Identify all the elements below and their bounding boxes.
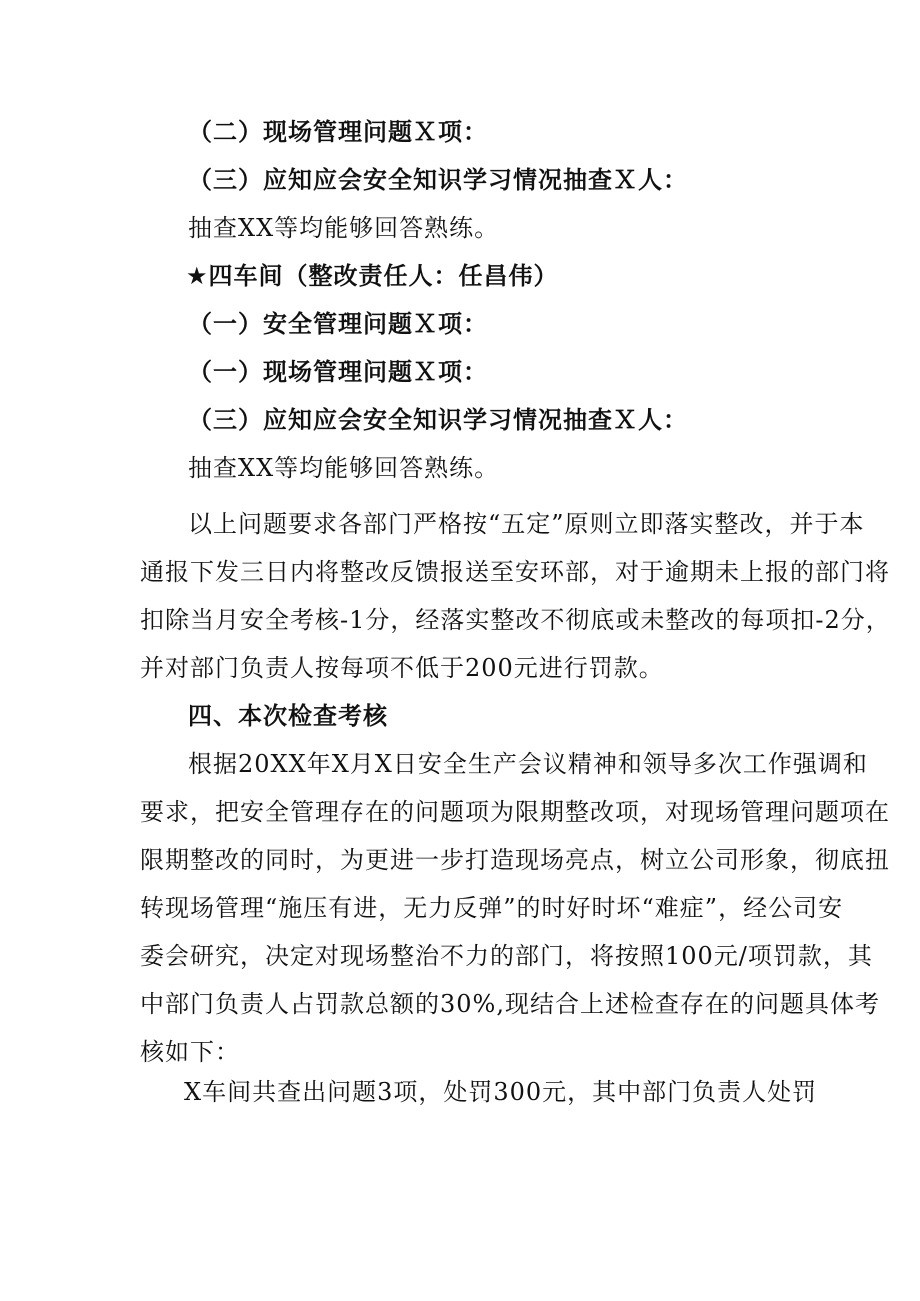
subheading-knowledge-check-1: （三）应知应会安全知识学习情况抽查Ｘ人： (188, 166, 688, 194)
paragraph-line: 并对部门负责人按每项不低于200元进行罚款。 (140, 654, 664, 682)
paragraph-line: 通报下发三日内将整改反馈报送至安环部，对于逾期未上报的部门将 (140, 558, 890, 586)
subheading-safety-issues: （一）安全管理问题Ｘ项： (188, 310, 488, 338)
paragraph-assessment-basis (140, 740, 890, 1076)
subheading-site-issues-1: （二）现场管理问题Ｘ项： (188, 118, 488, 146)
paragraph-line: 以上问题要求各部门严格按“五定”原则立即落实整改，并于本 (188, 510, 865, 538)
paragraph-rectification-requirement (140, 500, 891, 692)
section-heading-assessment: 四、本次检查考核 (188, 702, 388, 730)
subheading-site-issues-2: （一）现场管理问题Ｘ项： (188, 358, 488, 386)
paragraph-line: 核如下： (140, 1038, 240, 1066)
paragraph-line: 委会研究，决定对现场整治不力的部门，将按照100元/项罚款，其 (140, 942, 873, 970)
paragraph-line: 中部门负责人占罚款总额的30%,现结合上述检查存在的问题具体考 (140, 990, 880, 1018)
paragraph-line: 根据20XX年X月X日安全生产会议精神和领导多次工作强调和 (188, 750, 868, 778)
workshop-four-heading: ★四车间（整改责任人：任昌伟） (186, 262, 559, 290)
paragraph-line: 扣除当月安全考核-1分，经落实整改不彻底或未整改的每项扣-2分， (140, 606, 891, 634)
text-check-result-1: 抽查XX等均能够回答熟练。 (188, 214, 500, 242)
subheading-knowledge-check-2: （三）应知应会安全知识学习情况抽查Ｘ人： (188, 406, 688, 434)
paragraph-line: 转现场管理“施压有进，无力反弹”的时好时坏“难症”，经公司安 (140, 894, 844, 922)
text-check-result-2: 抽查XX等均能够回答熟练。 (188, 454, 500, 482)
paragraph-penalty-detail: X车间共查出问题3项，处罚300元，其中部门负责人处罚 (184, 1078, 818, 1106)
paragraph-line: 要求，把安全管理存在的问题项为限期整改项，对现场管理问题项在 (140, 798, 890, 826)
paragraph-line: 限期整改的同时，为更进一步打造现场亮点，树立公司形象，彻底扭 (140, 846, 890, 874)
